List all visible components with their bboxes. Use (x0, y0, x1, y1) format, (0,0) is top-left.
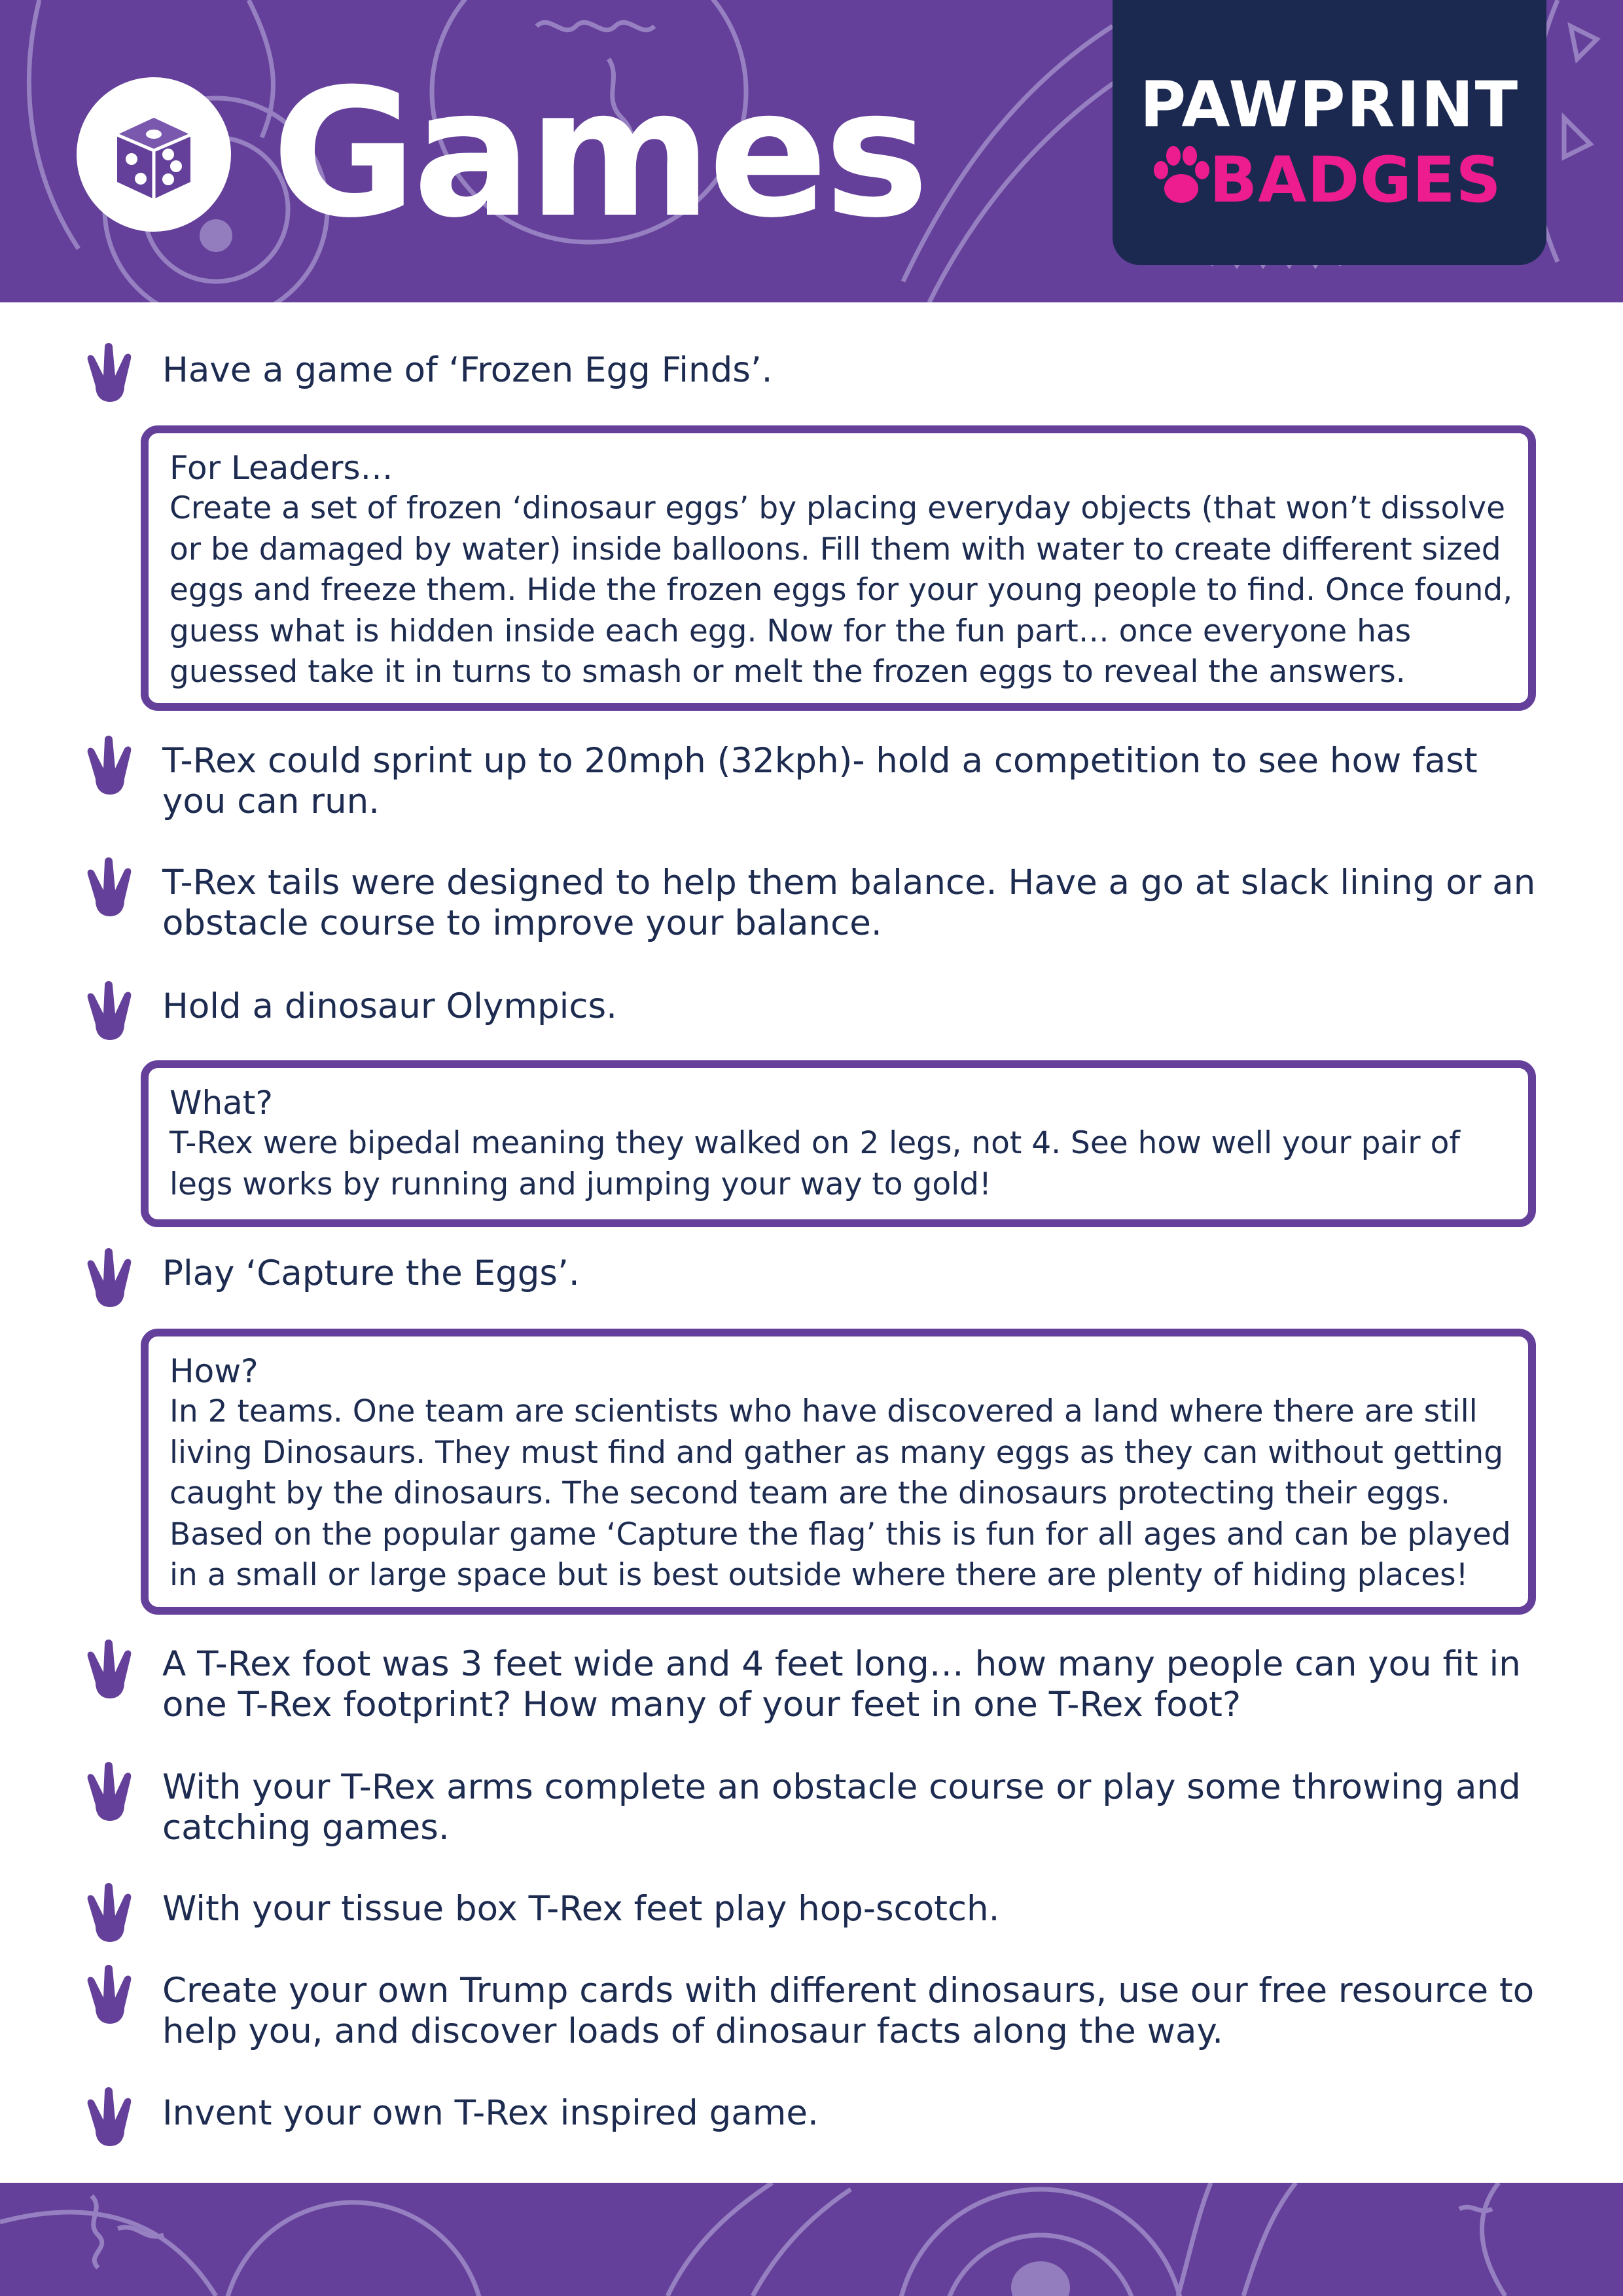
paw-icon (1152, 144, 1211, 207)
dinosaur-claw-bullet-icon (85, 734, 135, 795)
note-body: In 2 teams. One team are scientists who have discovered a land where there are still living Dinosaurs. They must find and gather as many eggs as they can without getting caught by the dinosaurs. The second team are the dinosaurs protecting their eggs. Based on the popular game ‘Capture the flag’ this is fun for all ages and can be played in a small or large space but is best outside where there are plenty of hiding places! (169, 1393, 1511, 1593)
dinosaur-claw-bullet-icon (85, 1761, 135, 1821)
dinosaur-claw-bullet-icon (85, 1247, 135, 1307)
page-title: Games (272, 50, 925, 257)
list-item: Invent your own T-Rex inspired game. (162, 2093, 819, 2133)
note-heading: How? (169, 1352, 259, 1390)
note-heading: For Leaders… (169, 449, 393, 487)
list-item: With your T-Rex arms complete an obstacle course or play some throwing and catching games. (162, 1767, 1521, 1848)
dinosaur-claw-bullet-icon (85, 1638, 135, 1698)
dinosaur-claw-bullet-icon (85, 856, 135, 916)
list-item: Have a game of ‘Frozen Egg Finds’. (162, 350, 773, 390)
dinosaur-claw-bullet-icon (85, 1882, 135, 1942)
list-item: T-Rex tails were designed to help them balance. Have a go at slack lining or an obstacle course to improve your balance. (162, 863, 1536, 943)
dinosaur-pattern-decoration (0, 2183, 1623, 2296)
dinosaur-claw-bullet-icon (85, 980, 135, 1040)
note-box-what (141, 1060, 1536, 1227)
dinosaur-claw-bullet-icon (85, 1964, 135, 2024)
list-item: Play ‘Capture the Eggs’. (162, 1253, 580, 1293)
note-body: Create a set of frozen ‘dinosaur eggs’ by placing everyday objects (that won’t dissolve or be damaged by water) inside balloons. Fill them with water to create different sized eggs and freeze them. Hide the frozen eggs for your young people to find. Once found, guess what is hidden inside each egg. Now for the fun part… once everyone has guessed take it in turns to smash or melt the frozen eggs to reveal the answers. (169, 490, 1513, 690)
list-item: Hold a dinosaur Olympics. (162, 986, 617, 1026)
pawprint-badges-logo (1113, 0, 1546, 265)
page-header (0, 0, 1623, 302)
list-item: T-Rex could sprint up to 20mph (32kph)- hold a competition to see how fast you can run. (162, 741, 1478, 821)
dinosaur-claw-bullet-icon (85, 342, 135, 402)
list-item: Create your own Trump cards with different dinosaurs, use our free resource to help you, and discover loads of dinosaur facts along the way. (162, 1971, 1535, 2051)
note-box-how (141, 1329, 1536, 1615)
logo-wordmark-bottom: BADGES (1209, 143, 1502, 217)
note-body: T-Rex were bipedal meaning they walked on 2 legs, not 4. See how well your pair of legs works by running and jumping your way to gold! (169, 1125, 1460, 1202)
note-heading: What? (169, 1084, 273, 1122)
dinosaur-claw-bullet-icon (85, 2086, 135, 2146)
page-footer (0, 2183, 1623, 2296)
dice-badge (77, 77, 231, 232)
list-item: A T-Rex foot was 3 feet wide and 4 feet long… how many people can you fit in one T-Rex footprint? How many of your feet in one T-Rex foot? (162, 1644, 1521, 1725)
note-box-for-leaders (141, 425, 1536, 711)
dice-icon (77, 77, 231, 232)
logo-wordmark-top: PAWPRINT (1139, 68, 1520, 141)
list-item: With your tissue box T-Rex feet play hop-scotch. (162, 1889, 1000, 1929)
